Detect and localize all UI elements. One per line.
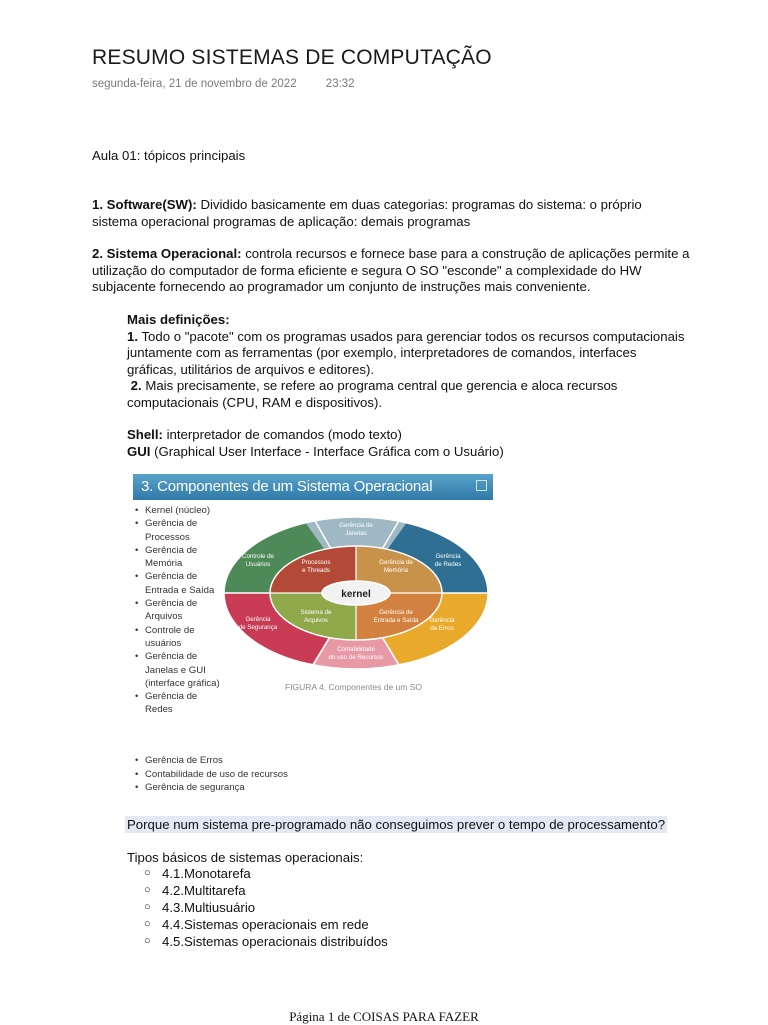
definitions-block	[127, 312, 727, 460]
type-item-3: 4.3.Multiusuário	[162, 900, 256, 915]
circle-bullet-icon: ○	[144, 867, 151, 879]
list-item: • Kernel (núcleo)	[133, 504, 223, 517]
list-item: • Gerência de Janelas e GUI (interface gráfica)	[133, 650, 223, 690]
label-contab-2: do uso de Recursos	[328, 654, 384, 661]
figure-component-list	[133, 504, 223, 717]
expand-icon	[476, 480, 487, 491]
list-item: • Gerência de Memória	[133, 544, 223, 571]
type-item-4: 4.4.Sistemas operacionais em rede	[162, 917, 369, 932]
note-date: segunda-feira, 21 de novembro de 2022	[92, 78, 297, 90]
def1-text-2: juntamente com as ferramentas (por exemplo, interpretadores de comandos, interfaces	[127, 345, 637, 360]
page-title: RESUMO SISTEMAS DE COMPUTAÇÃO	[92, 46, 492, 69]
def2-text-2: computacionais (CPU, RAM e dispositivos).	[127, 394, 383, 410]
gui-label: GUI	[127, 443, 151, 459]
circle-bullet-icon: ○	[144, 884, 151, 896]
types-list	[127, 865, 388, 950]
def1-number: 1.	[127, 328, 138, 344]
page-footer: Página 1 de COISAS PARA FAZER	[289, 1009, 479, 1024]
list-item: • Gerência de segurança	[133, 781, 353, 795]
list-item: • Gerência de Arquivos	[133, 597, 223, 624]
circle-bullet-icon: ○	[144, 901, 151, 913]
so-text-3: subjacente fornecendo ao programador um conjunto de instruções mais conveniente.	[92, 279, 591, 294]
so-label: 2. Sistema Operacional:	[92, 246, 242, 261]
figure-banner-title: 3. Componentes de um Sistema Operacional	[141, 478, 433, 495]
figure-caption: FIGURA 4. Componentes de um SO	[285, 682, 423, 692]
figure-banner	[133, 474, 493, 500]
highlighted-question: Porque num sistema pre-programado não conseguimos prever o tempo de processamento?	[127, 817, 666, 832]
gui-text: (Graphical User Interface - Interface Gráfica com o Usuário)	[154, 443, 504, 459]
date-line	[92, 78, 355, 90]
list-item	[127, 899, 388, 916]
software-text-1: Dividido basicamente em duas categorias: programas do sistema: o próprio	[200, 197, 642, 212]
software-label: 1. Software(SW):	[92, 197, 197, 212]
label-usuarios-1: Controle de	[242, 553, 274, 560]
def2-number: 2.	[130, 378, 142, 393]
label-arquivos-2: Arquivos	[303, 617, 329, 624]
circle-bullet-icon: ○	[144, 935, 151, 947]
type-item-2: 4.2.Multitarefa	[162, 883, 246, 898]
so-text-1: controla recursos e fornece base para a construção de aplicações permite a	[245, 246, 690, 261]
label-janelas-2: Janelas	[345, 530, 367, 537]
label-es-1: Gerência de	[379, 609, 413, 616]
label-erros-1: Gerência	[429, 617, 455, 624]
list-item: • Gerência de Processos	[133, 517, 223, 544]
kernel-label: kernel	[341, 589, 371, 600]
list-item	[127, 916, 388, 933]
label-processos-2: e Threads	[302, 567, 330, 574]
label-redes-1: Gerência	[435, 553, 461, 560]
def2-text-1: Mais precisamente, se refere ao programa central que gerencia e aloca recursos	[145, 378, 618, 393]
type-item-5: 4.5.Sistemas operacionais distribuídos	[162, 934, 388, 949]
types-heading: Tipos básicos de sistemas operacionais:	[127, 850, 364, 865]
label-contab-1: Contabilidade	[337, 646, 375, 653]
list-item	[127, 882, 388, 899]
def1-text-1: Todo o "pacote" com os programas usados para gerenciar todos os recursos computacionais	[141, 328, 685, 344]
label-janelas-1: Gerência de	[339, 522, 373, 529]
os-components-diagram	[222, 514, 490, 672]
figure-component-list-2	[133, 754, 353, 795]
label-arquivos-1: Sistema de	[300, 609, 332, 616]
label-es-2: Entrada e Saída	[373, 617, 419, 624]
software-paragraph	[92, 197, 732, 230]
list-item: • Gerência de Entrada e Saída	[133, 570, 223, 597]
list-item: • Gerência de Redes	[133, 690, 223, 717]
shell-label: Shell:	[127, 427, 163, 442]
label-redes-2: de Redes	[434, 561, 462, 568]
shell-text: interpretador de comandos (modo texto)	[166, 427, 402, 442]
note-time: 23:32	[325, 78, 355, 90]
definitions-heading: Mais definições:	[127, 312, 230, 327]
label-seguranca-2: de Segurança	[238, 624, 278, 631]
label-erros-2: de Erros	[430, 625, 454, 632]
list-item	[127, 865, 388, 882]
aula-heading: Aula 01: tópicos principais	[92, 148, 246, 163]
def1-text-3: gráficas, utilitários de arquivos e editores).	[127, 361, 375, 377]
label-memoria-2: Memória	[383, 567, 409, 574]
list-item	[127, 933, 388, 950]
list-item: • Gerência de Erros	[133, 754, 353, 768]
software-text-2: sistema operacional programas de aplicação: demais programas	[92, 213, 471, 229]
circle-bullet-icon: ○	[144, 918, 151, 930]
label-memoria-1: Gerência de	[379, 559, 413, 566]
so-paragraph	[92, 246, 732, 296]
label-processos-1: Processos	[301, 559, 331, 566]
list-item: • Contabilidade de uso de recursos	[133, 768, 353, 782]
label-seguranca-1: Gerência	[245, 616, 271, 623]
label-usuarios-2: Usuários	[245, 561, 271, 568]
so-text-2: utilização do computador de forma eficiente e segura O SO "esconde" a complexidade do HW	[92, 262, 642, 278]
question-line	[125, 817, 667, 834]
type-item-1: 4.1.Monotarefa	[162, 866, 251, 881]
list-item: • Controle de usuários	[133, 624, 223, 651]
